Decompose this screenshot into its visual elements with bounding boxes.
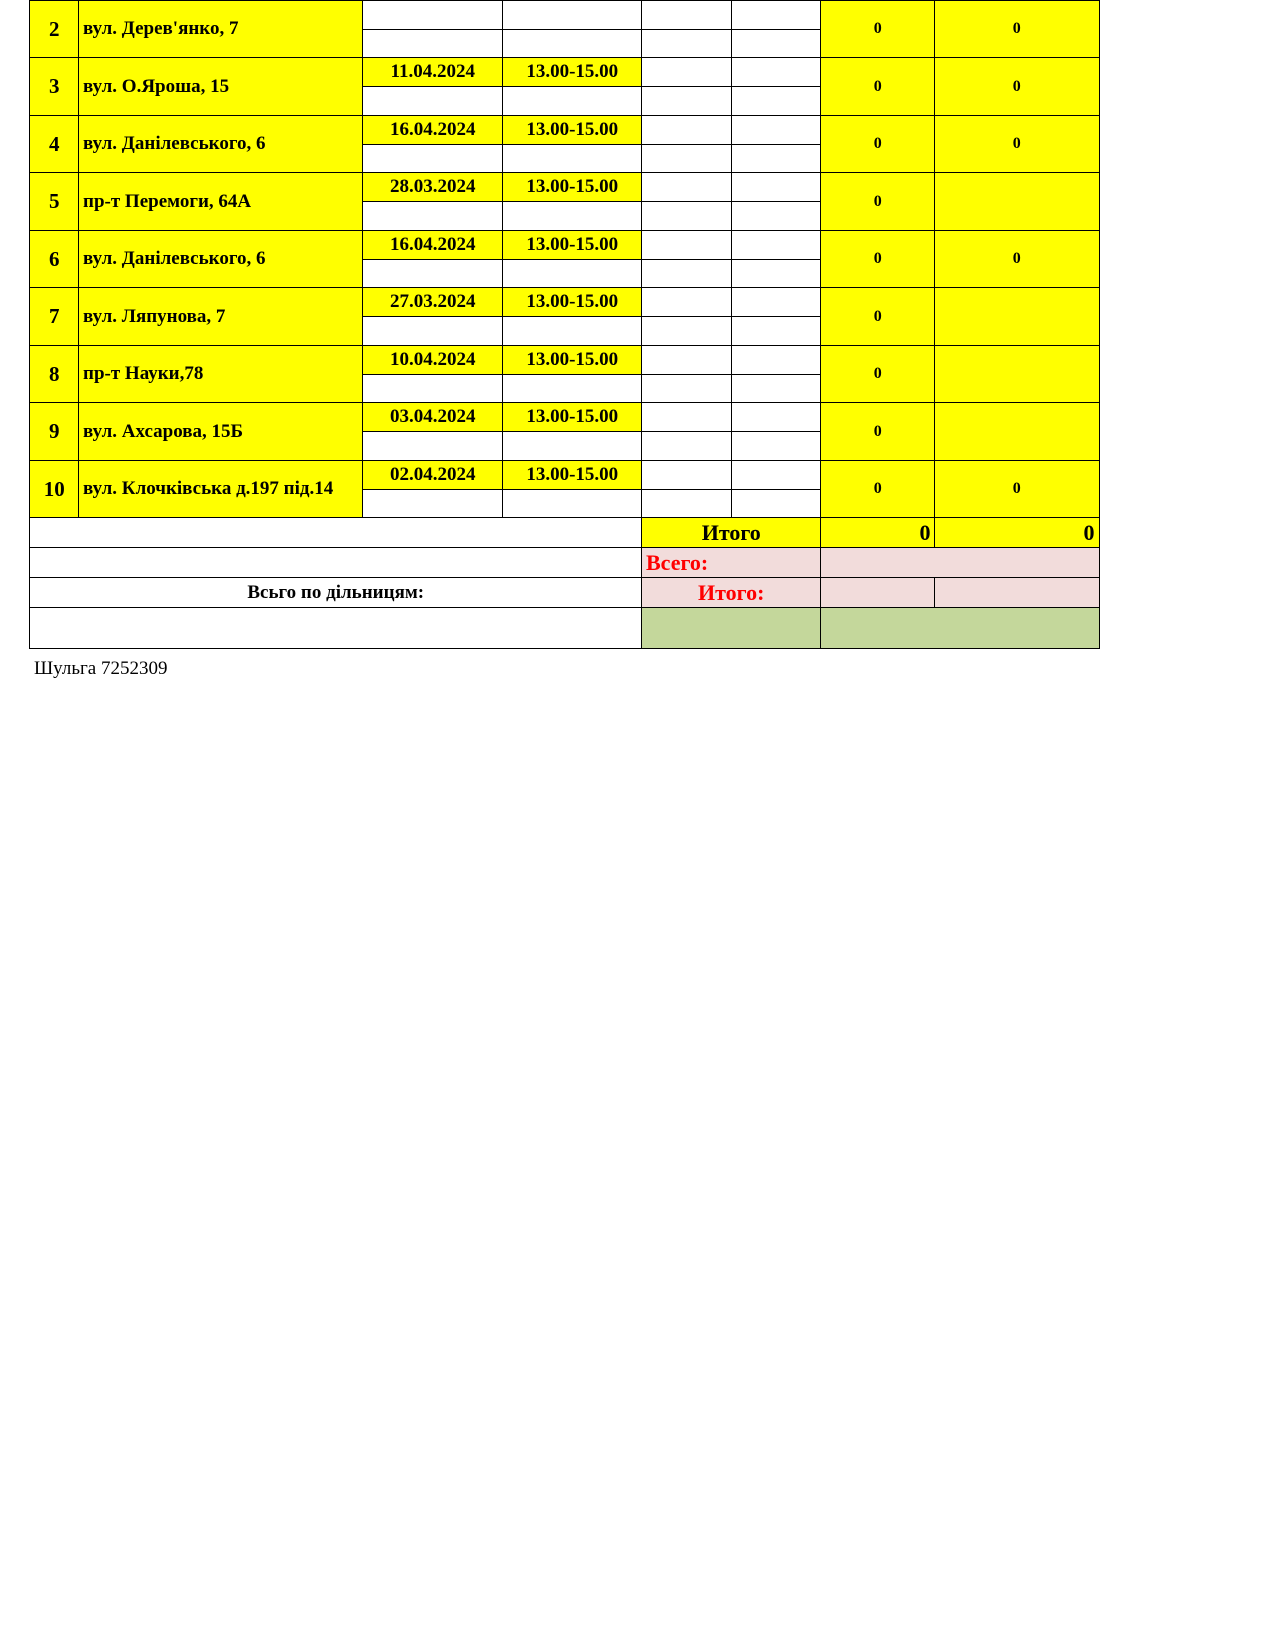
row-date: 28.03.2024 [362,172,504,203]
itogo-label: Итого [641,517,822,549]
row-time: 13.00-15.00 [502,115,643,146]
row-empty-cell [502,374,643,404]
row-empty-cell [731,489,822,519]
row-empty-cell [641,287,733,318]
row-date: 16.04.2024 [362,115,504,146]
row-empty-cell [502,431,643,462]
row-empty-cell [641,115,733,146]
row-total-b [934,345,1100,404]
row-empty-cell [502,29,643,59]
row-empty-cell [731,287,822,318]
row-empty-cell [731,144,822,174]
row-empty-cell [362,201,504,232]
itogo-value-a: 0 [820,517,936,549]
row-number: 3 [29,57,80,117]
row-empty-cell [641,259,733,289]
row-empty-cell [731,345,822,376]
row-empty-cell [641,29,733,59]
row-time: 13.00-15.00 [502,460,643,491]
row-empty-cell [641,86,733,117]
row-total-b: 0 [934,115,1100,174]
row-empty-cell [641,402,733,433]
row-empty-cell [731,259,822,289]
row-number: 10 [29,460,80,519]
row-number: 6 [29,230,80,289]
summary-blank [29,607,643,649]
row-total-a: 0 [820,115,936,174]
row-total-a: 0 [820,402,936,462]
row-address: вул. О.Яроша, 15 [78,57,364,117]
row-total-a: 0 [820,287,936,347]
row-empty-cell [641,172,733,203]
row-total-a: 0 [820,230,936,289]
row-empty-cell [731,316,822,347]
row-empty-cell [641,345,733,376]
row-time [502,0,643,31]
itogo2-label: Итого: [641,577,822,609]
row-total-b [934,402,1100,462]
row-date: 27.03.2024 [362,287,504,318]
row-time: 13.00-15.00 [502,287,643,318]
row-empty-cell [731,57,822,88]
row-empty-cell [362,29,504,59]
row-total-b: 0 [934,230,1100,289]
row-empty-cell [731,29,822,59]
row-date: 10.04.2024 [362,345,504,376]
row-address: вул. Данілевського, 6 [78,230,364,289]
row-number: 4 [29,115,80,174]
row-date: 02.04.2024 [362,460,504,491]
row-date: 11.04.2024 [362,57,504,88]
row-empty-cell [731,172,822,203]
row-empty-cell [641,460,733,491]
summary-blank [29,547,643,579]
row-empty-cell [641,57,733,88]
itogo2-value-b [934,577,1100,609]
row-date: 03.04.2024 [362,402,504,433]
row-address: вул. Данілевського, 6 [78,115,364,174]
row-empty-cell [731,115,822,146]
row-empty-cell [502,86,643,117]
row-address: вул. Ахсарова, 15Б [78,402,364,462]
row-date: 16.04.2024 [362,230,504,261]
row-empty-cell [502,201,643,232]
row-empty-cell [731,230,822,261]
row-number: 2 [29,0,80,59]
row-empty-cell [731,374,822,404]
summary-blank [29,517,643,549]
row-empty-cell [731,431,822,462]
footer-note: Шульга 7252309 [34,658,168,679]
row-empty-cell [731,86,822,117]
row-number: 7 [29,287,80,347]
row-date [362,0,504,31]
row-empty-cell [502,144,643,174]
row-total-b: 0 [934,0,1100,59]
row-total-b [934,172,1100,232]
row-time: 13.00-15.00 [502,402,643,433]
row-empty-cell [731,402,822,433]
row-address: вул. Клочківська д.197 під.14 [78,460,364,519]
row-address: пр-т Науки,78 [78,345,364,404]
row-total-b [934,287,1100,347]
row-empty-cell [641,201,733,232]
row-empty-cell [362,86,504,117]
row-empty-cell [362,316,504,347]
vsego-label: Всего: [641,547,822,579]
row-number: 8 [29,345,80,404]
row-total-b: 0 [934,460,1100,519]
row-address: вул. Дерев'янко, 7 [78,0,364,59]
row-time: 13.00-15.00 [502,57,643,88]
row-empty-cell [731,0,822,31]
schedule-table [0,16,1275,669]
row-empty-cell [641,489,733,519]
row-empty-cell [641,0,733,31]
row-total-b: 0 [934,57,1100,117]
row-number: 5 [29,172,80,232]
row-time: 13.00-15.00 [502,345,643,376]
row-number: 9 [29,402,80,462]
row-empty-cell [641,316,733,347]
vsego-value [820,547,1100,579]
row-total-a: 0 [820,172,936,232]
row-empty-cell [641,230,733,261]
all-sections-label: Всьго по дільницям: [29,577,643,609]
row-total-a: 0 [820,57,936,117]
row-empty-cell [362,489,504,519]
row-total-a: 0 [820,0,936,59]
row-total-a: 0 [820,345,936,404]
row-empty-cell [362,144,504,174]
row-empty-cell [502,316,643,347]
itogo2-value-a [820,577,936,609]
row-empty-cell [641,374,733,404]
row-empty-cell [362,431,504,462]
row-empty-cell [731,201,822,232]
row-empty-cell [362,259,504,289]
row-empty-cell [362,374,504,404]
row-address: вул. Ляпунова, 7 [78,287,364,347]
row-time: 13.00-15.00 [502,172,643,203]
row-empty-cell [502,489,643,519]
row-empty-cell [502,259,643,289]
row-time: 13.00-15.00 [502,230,643,261]
itogo-value-b: 0 [934,517,1100,549]
row-empty-cell [731,460,822,491]
row-empty-cell [641,144,733,174]
row-address: пр-т Перемоги, 64А [78,172,364,232]
grand-total-b [820,607,1100,649]
row-total-a: 0 [820,460,936,519]
row-empty-cell [641,431,733,462]
grand-total-a [641,607,822,649]
